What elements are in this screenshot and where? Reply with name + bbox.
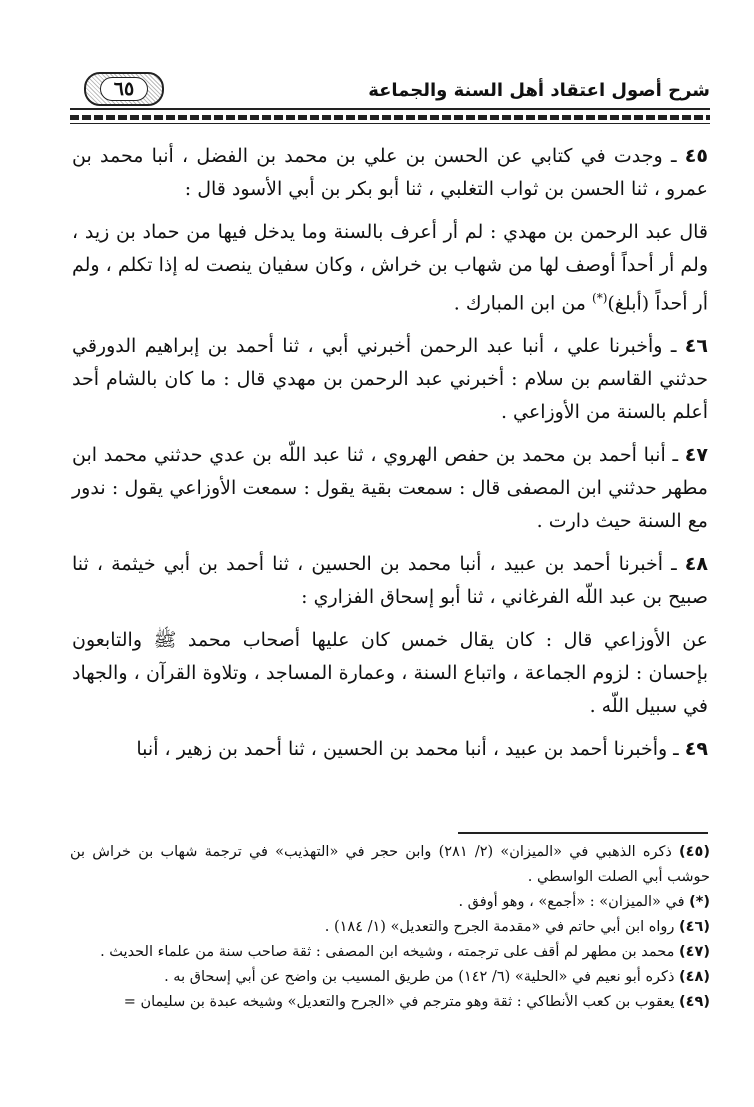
footnote-number: (٤٦) — [679, 919, 710, 935]
footnote-text: ذكره أبو نعيم في «الحلية» (٦/ ١٤٢) من طريق المسيب بن واضح عن أبي إسحاق به . — [164, 969, 680, 985]
narration-text: ـ أنبا أحمد بن محمد بن حفص الهروي ، ثنا عبد اللّه بن عدي حدثني محمد ابن مطهر حدثني ابن المصفى قال : سمعت بقية يقول : سمعت الأوزاعي يقول : ندور مع السنة حيث دارت . — [72, 444, 708, 533]
running-title: شرح أصول اعتقاد أهل السنة والجماعة — [368, 80, 710, 101]
header-rule — [70, 108, 710, 110]
page-number-badge — [84, 72, 164, 106]
quote-text: عن الأوزاعي قال : كان يقال خمس كان عليها أصحاب محمد ﷺ والتابعون بإحسان : لزوم الجماعة ، واتباع السنة ، وعمارة المساجد ، وتلاوة القرآن ، والجهاد في سبيل اللّه . — [72, 629, 708, 718]
narration-text: ـ وأخبرنا علي ، أنبا عبد الرحمن أخبرني أبي ، ثنا أحمد بن إبراهيم الدورقي حدثني القاسم بن سلام : أخبرني عبد الرحمن بن مهدي قال : ما كان بالشام أحد أعلم بالسنة من الأوزاعي . — [72, 335, 708, 424]
footnote-text: يعقوب بن كعب الأنطاكي : ثقة وهو مترجم في «الجرح والتعديل» وشيخه عبدة بن سليمان = — [123, 994, 680, 1010]
footnote-48 — [70, 965, 710, 990]
footnote-text: رواه ابن أبي حاتم في «مقدمة الجرح والتعديل» (١/ ١٨٤) . — [324, 919, 680, 935]
header-dashed-rule — [70, 115, 710, 120]
footnote-47 — [70, 940, 710, 965]
footnote-46 — [70, 915, 710, 940]
footnote-number: (٤٥) — [679, 844, 711, 860]
page-header — [70, 72, 710, 112]
quote-text: قال عبد الرحمن بن مهدي : لم أر أعرف بالسنة وما يدخل فيها من حماد بن زيد ، ولم أر أحداً أوصف لها من شهاب بن خراش ، وكان سفيان ينصت له إذا تكلم ، ولم أر أحداً (أبلغ) — [72, 221, 709, 315]
main-text — [72, 140, 708, 776]
header-rule-lower — [70, 123, 710, 124]
footnote-number: (٤٧) — [679, 944, 710, 960]
footnotes — [70, 840, 710, 1015]
footnote-number: (٤٩) — [679, 994, 710, 1010]
narration-number: ٤٥ — [684, 145, 708, 167]
narration-45-quote — [72, 216, 708, 320]
footnote-separator — [458, 832, 708, 834]
footnote-star — [70, 890, 710, 915]
narration-number: ٤٨ — [684, 553, 708, 576]
narration-47 — [72, 439, 708, 538]
narration-text: ـ وجدت في كتابي عن الحسن بن علي بن محمد بن الفضل ، أنبا محمد بن عمرو ، ثنا الحسن بن ثواب التغلبي ، ثنا أبو بكر بن أبي الأسود قال : — [72, 145, 708, 200]
footnote-text: ذكره الذهبي في «الميزان» (٢/ ٢٨١) وابن حجر في «التهذيب» في ترجمة شهاب بن خراش بن حوشب أبي الصلت الواسطي . — [70, 844, 710, 885]
narration-46 — [72, 330, 708, 429]
narration-48-quote — [72, 624, 708, 723]
narration-text: ـ وأخبرنا أحمد بن عبيد ، أنبا محمد بن الحسين ، ثنا أحمد بن زهير ، أنبا — [136, 738, 685, 761]
page-number: ٦٥ — [100, 77, 148, 101]
narration-number: ٤٦ — [684, 335, 708, 358]
footnote-number: (*) — [689, 894, 710, 910]
narration-number: ٤٩ — [684, 738, 708, 761]
narration-49 — [72, 733, 708, 766]
narration-number: ٤٧ — [684, 444, 708, 467]
narration-text: ـ أخبرنا أحمد بن عبيد ، أنبا محمد بن الحسين ، ثنا أحمد بن أبي خيثمة ، ثنا صبيح بن عبد اللّه الفرغاني ، ثنا أبو إسحاق الفزاري : — [72, 553, 708, 609]
footnote-marker: (*) — [592, 291, 608, 305]
footnote-49 — [70, 990, 710, 1015]
footnote-number: (٤٨) — [679, 969, 710, 985]
footnote-text: محمد بن مطهر لم أقف على ترجمته ، وشيخه ابن المصفى : ثقة صاحب سنة من علماء الحديث . — [100, 944, 680, 960]
narration-45 — [72, 140, 708, 206]
footnote-text: في «الميزان» : «أجمع» ، وهو أوفق . — [458, 894, 690, 910]
narration-48 — [72, 548, 708, 614]
footnote-45 — [70, 840, 710, 890]
quote-text-end: من ابن المبارك . — [453, 292, 593, 315]
